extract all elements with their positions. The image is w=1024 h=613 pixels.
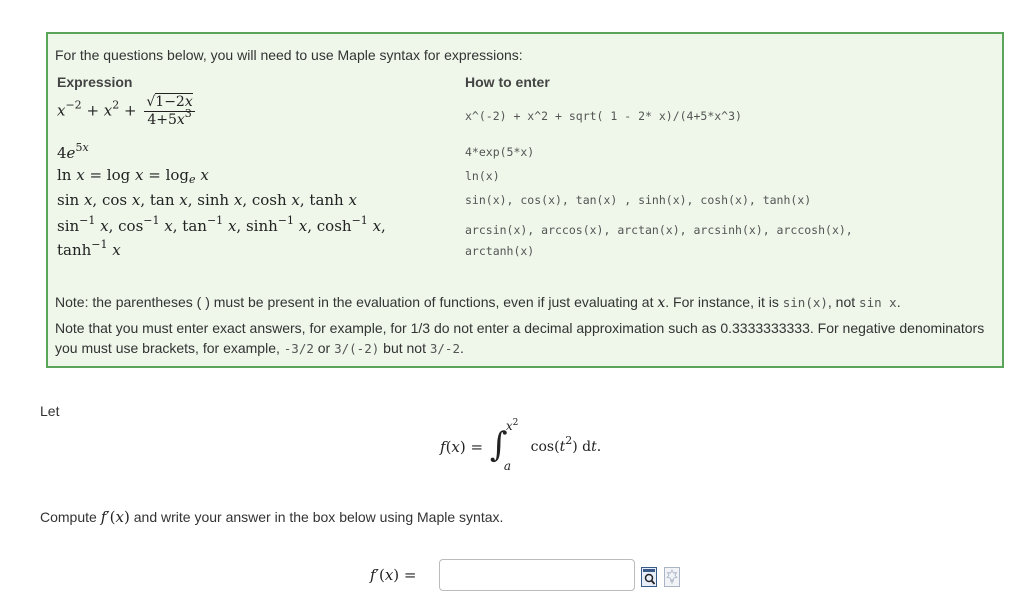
compute-instruction: Compute f′(x) and write your answer in the box below using Maple syntax. xyxy=(40,508,504,526)
entry-row-5-line-1: arcsin(x), arccos(x), arctan(x), arcsinh(x), arccosh(x), xyxy=(465,223,853,237)
expression-row-5: $\sin^{-1} x$, $\cos^{-1} x$, $\tan^{-1} x$, $\sinh^{-1} x$, $\cosh^{-1} x$, $\tanh^{-1} x$ xyxy=(57,214,386,259)
answer-label: f′(x) = xyxy=(370,566,417,584)
entry-row-4: sin(x), cos(x), tan(x) , sinh(x), cosh(x), tanh(x) xyxy=(465,193,812,207)
preview-icon[interactable] xyxy=(641,567,657,587)
code-sin-x-wrong: sin x xyxy=(859,295,897,310)
instruction-box xyxy=(46,32,1004,368)
intro-text: For the questions below, you will need to use Maple syntax for expressions: xyxy=(55,47,523,63)
entry-row-1: x^(-2) + x^2 + sqrt( 1 - 2* x)/(4+5*x^3) xyxy=(465,109,742,123)
maple-help-icon[interactable] xyxy=(664,567,680,587)
expression-column-header: Expression xyxy=(57,74,133,90)
expression-row-2: $4e^{5x}$ xyxy=(57,141,89,162)
answer-input[interactable] xyxy=(439,559,635,591)
note-parentheses: Note: the parentheses ( ) must be present in the evaluation of functions, even if just evaluating at x. For instance, it is sin(x), not sin x. xyxy=(55,294,901,311)
expression-row-4: sin x, cos x, tan x, sinh x, cosh x, tanh x xyxy=(57,191,357,209)
code-neg-3-2: -3/2 xyxy=(283,341,314,356)
entry-row-5 xyxy=(465,220,853,262)
code-3-neg2: 3/(-2) xyxy=(334,341,380,356)
entry-row-3: ln(x) xyxy=(465,169,500,183)
code-sin-x: sin(x) xyxy=(782,295,828,310)
code-3-slash-neg2: 3/-2 xyxy=(429,341,460,356)
note-exact-answers: Note that you must enter exact answers, for example, for 1/3 do not enter a decimal approximation such as 0.3333333333. For negative denominators you must use brackets, for example, -3/2 or 3/(-2) but not 3/-2. xyxy=(55,320,985,356)
expression-row-3: $\ln x = \log x = \log_e x$ xyxy=(57,166,209,186)
how-to-enter-column-header: How to enter xyxy=(465,74,550,90)
entry-row-5-line-2: arctanh(x) xyxy=(465,244,535,258)
expression-row-1: $x^{-2} + x^2$ + $\frac{√1-2x}{4+5x^3}$ xyxy=(57,94,193,128)
function-definition: f(x) = ∫ $x^2$ a $\cos(t^2)$ dt. xyxy=(440,418,602,473)
entry-row-2: 4*exp(5*x) xyxy=(465,145,535,159)
let-label: Let xyxy=(40,403,60,419)
